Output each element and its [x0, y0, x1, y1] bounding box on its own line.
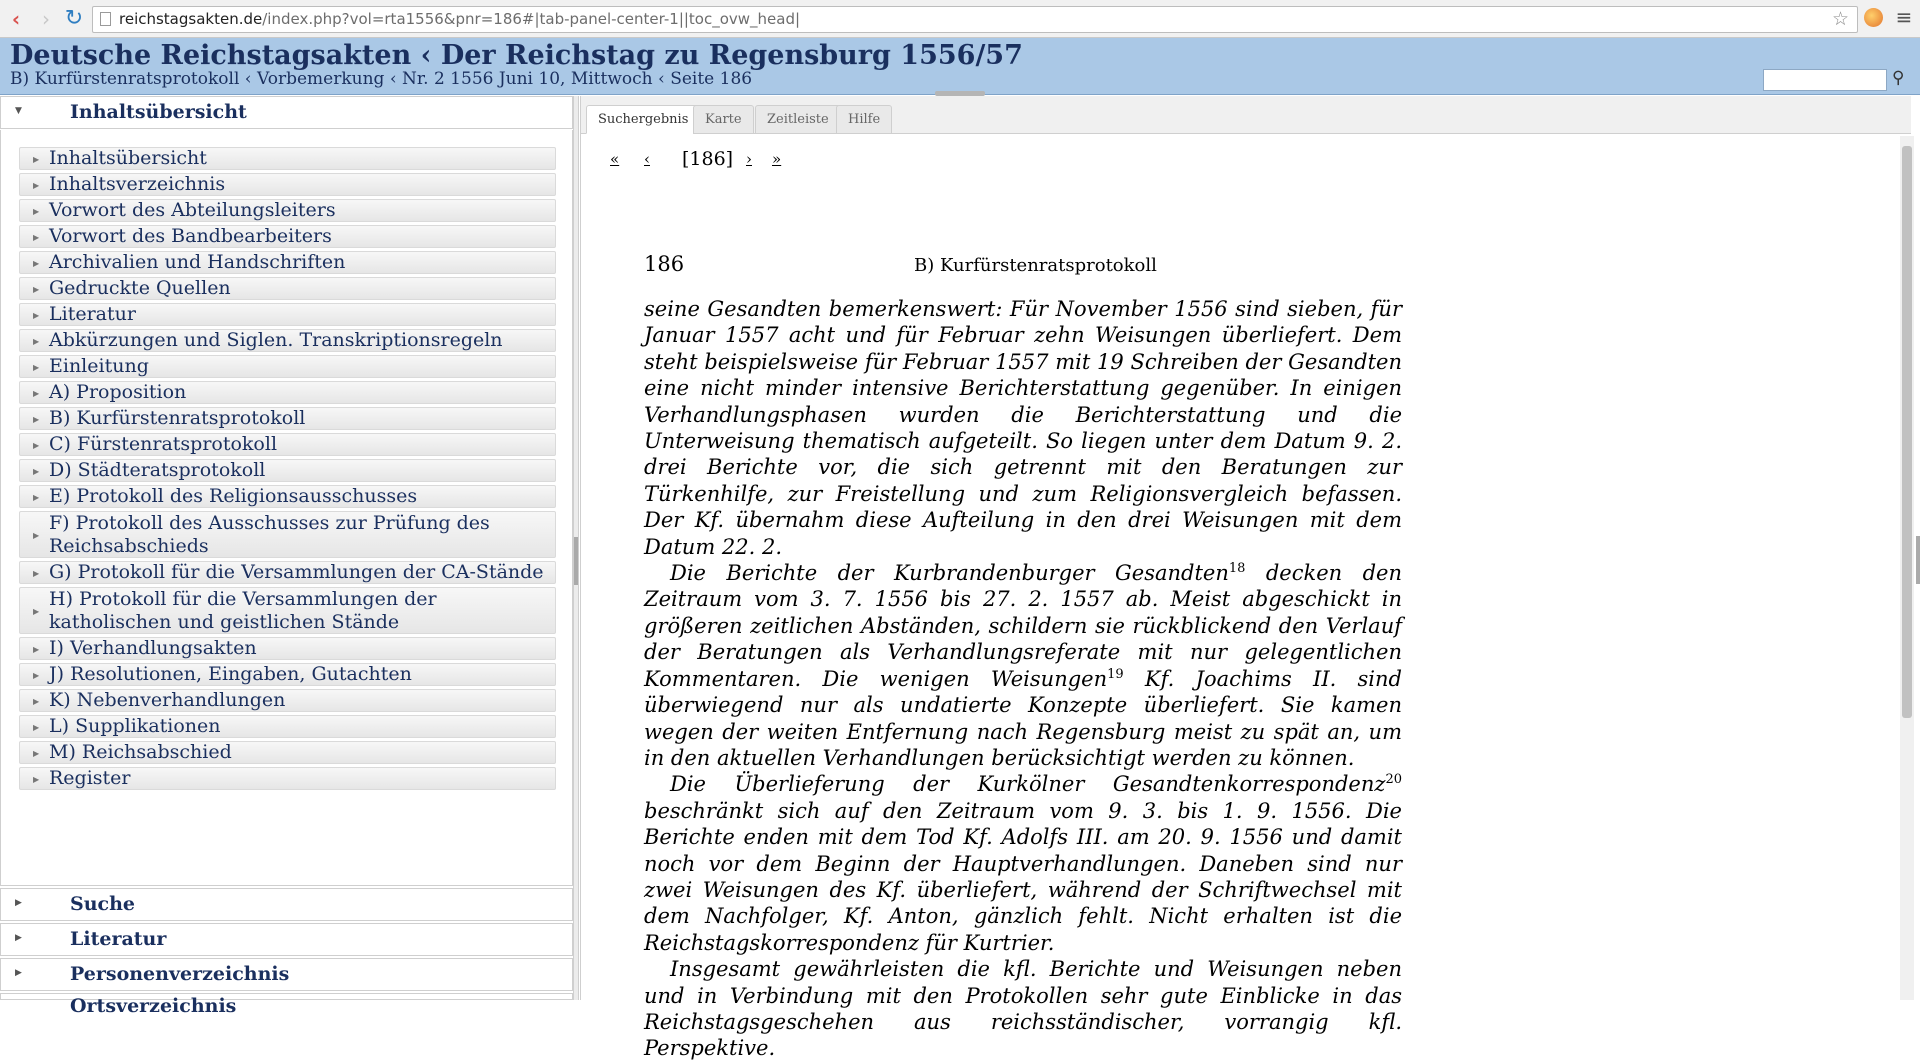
- page-header: [644, 252, 1404, 282]
- toc-item[interactable]: [19, 381, 556, 404]
- caret-right-icon: ▶: [33, 775, 40, 784]
- caret-right-icon: ▶: [33, 181, 40, 190]
- caret-right-icon: ▶: [33, 723, 40, 732]
- toc-item-label: K) Nebenverhandlungen: [49, 689, 286, 711]
- current-page: [186]: [682, 148, 734, 170]
- toc-item-label: Inhaltsübersicht: [49, 147, 207, 169]
- caret-right-icon: ▶: [33, 233, 40, 242]
- back-arrow-icon[interactable]: ‹: [11, 7, 21, 31]
- toc-item-label: H) Protokoll für die Versammlungen der katholischen und geistlichen Stände: [49, 588, 437, 633]
- tab-suchergebnis[interactable]: Suchergebnis: [586, 105, 700, 134]
- tab-bar: [581, 96, 1911, 134]
- caret-down-icon: ▼: [15, 106, 22, 116]
- page-section-title: B) Kurfürstenratsprotokoll: [914, 255, 1157, 276]
- site-header: [0, 38, 1920, 95]
- toc-item-label: Einleitung: [49, 355, 149, 377]
- prev-page-link[interactable]: ‹: [644, 150, 650, 168]
- bookmark-star-icon[interactable]: ☆: [1831, 8, 1849, 30]
- caret-right-icon: ▶: [33, 207, 40, 216]
- accordion-personenverzeichnis[interactable]: [0, 958, 573, 991]
- text-run: Kf. Joachims II. sind überwiegend nur als undatierte Konzepte überliefert. Sie kamen wegen der weiten Entfernung nach Regensburg meist zu spät an, um in den aktuellen Verhandlungen berücksichtigt werden zu können.: [644, 666, 1402, 770]
- toc-item-label: Vorwort des Abteilungsleiters: [49, 199, 336, 221]
- toc-item[interactable]: [19, 225, 556, 248]
- toc-item[interactable]: [19, 587, 556, 634]
- toc-item-label: C) Fürstenratsprotokoll: [49, 433, 278, 455]
- splitter-grip[interactable]: [574, 537, 578, 585]
- page-number: 186: [644, 252, 685, 276]
- paragraph: Insgesamt gewährleisten die kfl. Berichte und Weisungen neben und in Verbindung mit den Protokollen sehr gute Einblicke in das Reichstagsgeschehen aus reichsständischer, vorrangig kfl. Perspektive.: [644, 957, 1402, 1061]
- accordion-label: Inhaltsübersicht: [70, 101, 247, 123]
- accordion-ortsverzeichnis[interactable]: [0, 993, 573, 1017]
- toc-item[interactable]: [19, 303, 556, 326]
- left-panel: [0, 96, 573, 1017]
- toc-item[interactable]: [19, 715, 556, 738]
- caret-right-icon: ▶: [33, 671, 40, 680]
- caret-right-icon: ▶: [33, 569, 40, 578]
- url-path: /index.php?vol=rta1556&pnr=186#|tab-panel-center-1||toc_ovw_head|: [262, 10, 801, 28]
- caret-right-icon: ▶: [33, 697, 40, 706]
- toc-item-label: E) Protokoll des Religionsausschusses: [49, 485, 418, 507]
- toc-item-label: B) Kurfürstenratsprotokoll: [49, 407, 306, 429]
- footnote-ref[interactable]: 20: [1385, 772, 1402, 788]
- caret-right-icon: ▶: [33, 311, 40, 320]
- toc-item-label: I) Verhandlungsakten: [49, 637, 257, 659]
- toc-item[interactable]: [19, 767, 556, 790]
- toc-item[interactable]: [19, 663, 556, 686]
- paragraph: seine Gesandten bemerkenswert: Für November 1556 sind sieben, für Januar 1557 acht und für Februar zehn Weisungen überliefert. Dem steht beispielsweise für Februar 1557 mit 19 Schreiben der Gesandten eine nicht minder intensive Berichterstattung gegenüber. In einigen Verhandlungsphasen wurden die Berichterstattung und die Unterweisung thematisch aufgeteilt. So liegen unter dem Datum 9. 2. drei Berichte vor, die sich getrennt mit den Beratungen zur Türkenhilfe, zur Freistellung und zum Religionsvergleich befassen. Der Kf. übernahm diese Aufteilung in den drei Weisungen mit dem Datum 22. 2.: [644, 297, 1402, 559]
- toc-item[interactable]: [19, 277, 556, 300]
- footnote-ref[interactable]: 18: [1228, 561, 1246, 577]
- toc-item-label: L) Supplikationen: [49, 715, 221, 737]
- caret-right-icon: ▶: [15, 898, 22, 908]
- caret-right-icon: ▶: [33, 749, 40, 758]
- toc-item-label: F) Protokoll des Ausschusses zur Prüfung des Reichsabschieds: [49, 512, 490, 557]
- right-splitter-grip[interactable]: [1916, 536, 1920, 584]
- toc-item[interactable]: [19, 689, 556, 712]
- vertical-scrollbar[interactable]: [1900, 136, 1914, 1000]
- first-page-link[interactable]: «: [610, 150, 620, 168]
- caret-right-icon: ▶: [33, 285, 40, 294]
- toc-item[interactable]: [19, 407, 556, 430]
- tab-hilfe[interactable]: Hilfe: [836, 105, 892, 134]
- toc-item-label: Abkürzungen und Siglen. Transkriptionsregeln: [49, 329, 503, 351]
- tab-zeitleiste[interactable]: Zeitleiste: [755, 105, 841, 134]
- search-icon[interactable]: ⚲: [1892, 68, 1905, 88]
- caret-right-icon: ▶: [33, 389, 40, 398]
- caret-right-icon: ▶: [33, 415, 40, 424]
- toc-item[interactable]: [19, 741, 556, 764]
- text-run: Die Überlieferung der Kurkölner Gesandtenkorrespondenz: [670, 772, 1386, 797]
- toc-item[interactable]: [19, 637, 556, 660]
- scrollbar-thumb[interactable]: [1902, 146, 1912, 718]
- toc-list: [0, 130, 573, 886]
- accordion-inhaltsuebersicht[interactable]: [0, 96, 573, 129]
- caret-right-icon: ▶: [33, 155, 40, 164]
- caret-right-icon: ▶: [33, 337, 40, 346]
- toc-item-label: Vorwort des Bandbearbeiters: [49, 225, 332, 247]
- toc-item[interactable]: [19, 173, 556, 196]
- caret-right-icon: ▶: [33, 441, 40, 450]
- toc-item-label: Register: [49, 767, 131, 789]
- text-run: beschränkt sich auf den Zeitraum vom 9. 3. bis 1. 9. 1556. Die Berichte enden mit dem Tod Kf. Adolfs III. am 20. 9. 1556 und damit noch vor dem Beginn der Hauptverhandlungen. Daneben sind nur zwei Weisungen des Kf. überliefert, während der Schriftwechsel mit dem Nachfolger, Kf. Anton, gänzlich fehlt. Nicht erhalten ist die Reichstagskorrespondenz für Kurtrier.: [644, 798, 1402, 955]
- page-icon: [100, 12, 111, 26]
- accordion-label: Personenverzeichnis: [70, 963, 290, 985]
- toc-item-label: Inhaltsverzeichnis: [49, 173, 226, 195]
- next-page-link[interactable]: ›: [746, 150, 752, 168]
- text-run: Die Berichte der Kurbrandenburger Gesandten: [670, 561, 1229, 586]
- text-run: decken den Zeitraum vom 3. 7. 1556 bis 27. 2. 1557 ab. Meist abgeschickt in größeren zeitlichen Abständen, schildern sie rückblickend den Verlauf der Beratungen als Verhandlungsreferate mit nur gelegentlichen Kommentaren. Die wenigen Weisungen: [644, 561, 1402, 691]
- footnote-ref[interactable]: 19: [1107, 666, 1124, 682]
- toc-item-label: Archivalien und Handschriften: [49, 251, 346, 273]
- accordion-literatur[interactable]: [0, 923, 573, 956]
- toc-item[interactable]: [19, 459, 556, 482]
- caret-right-icon: ▶: [33, 607, 40, 616]
- toc-item-label: M) Reichsabschied: [49, 741, 232, 763]
- page-title[interactable]: Deutsche Reichstagsakten ‹ Der Reichstag zu Regensburg 1556/57: [10, 40, 1023, 71]
- caret-right-icon: ▶: [15, 933, 22, 943]
- extension-icon[interactable]: [1864, 8, 1883, 27]
- toc-item-label: J) Resolutionen, Eingaben, Gutachten: [49, 663, 412, 685]
- toc-item[interactable]: [19, 147, 556, 170]
- url-domain: reichstagsakten.de: [119, 10, 263, 28]
- menu-icon[interactable]: ≡: [1895, 5, 1913, 29]
- toc-item-label: G) Protokoll für die Versammlungen der CA-Stände: [49, 561, 544, 583]
- caret-right-icon: ▶: [33, 645, 40, 654]
- accordion-label: Literatur: [70, 928, 167, 950]
- toc-item[interactable]: [19, 511, 556, 558]
- document-text: [644, 296, 1402, 1062]
- tab-karte[interactable]: Karte: [693, 105, 754, 134]
- toc-item[interactable]: [19, 199, 556, 222]
- paragraph: [644, 560, 1402, 771]
- toc-item[interactable]: [19, 251, 556, 274]
- toc-item[interactable]: [19, 485, 556, 508]
- forward-arrow-icon[interactable]: ›: [42, 7, 50, 31]
- accordion-suche[interactable]: [0, 888, 573, 921]
- toc-item-label: A) Proposition: [49, 381, 187, 403]
- last-page-link[interactable]: »: [772, 150, 782, 168]
- search-input[interactable]: [1763, 69, 1887, 91]
- toc-item-label: Literatur: [49, 303, 136, 325]
- content-panel: [580, 96, 1920, 1061]
- toc-item[interactable]: [19, 561, 556, 584]
- breadcrumb[interactable]: B) Kurfürstenratsprotokoll ‹ Vorbemerkung ‹ Nr. 2 1556 Juni 10, Mittwoch ‹ Seite 186: [10, 69, 753, 89]
- toc-item[interactable]: [19, 355, 556, 378]
- caret-right-icon: ▶: [33, 259, 40, 268]
- paragraph: [644, 771, 1402, 956]
- toc-item-label: D) Städteratsprotokoll: [49, 459, 266, 481]
- reload-icon[interactable]: ↻: [64, 6, 84, 31]
- accordion-label: Suche: [70, 893, 136, 915]
- toc-item[interactable]: [19, 329, 556, 352]
- caret-right-icon: ▶: [33, 531, 40, 540]
- caret-right-icon: ▶: [15, 968, 22, 978]
- caret-right-icon: ▶: [33, 363, 40, 372]
- accordion-label: Ortsverzeichnis: [70, 995, 237, 1017]
- address-bar[interactable]: [92, 6, 1858, 33]
- toc-item-label: Gedruckte Quellen: [49, 277, 231, 299]
- browser-toolbar: [0, 0, 1920, 38]
- caret-right-icon: ▶: [33, 467, 40, 476]
- caret-right-icon: ▶: [33, 493, 40, 502]
- toc-item[interactable]: [19, 433, 556, 456]
